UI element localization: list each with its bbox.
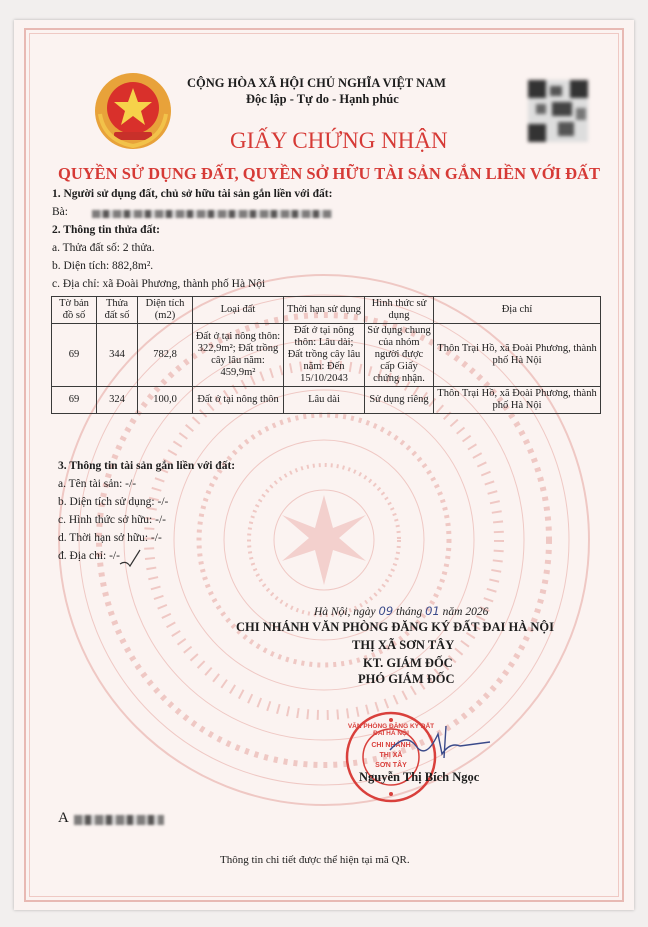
col-header: Thời hạn sử dụng: [284, 297, 365, 324]
table-cell: Lâu dài: [284, 387, 365, 414]
document-subtitle: QUYỀN SỬ DỤNG ĐẤT, QUYỀN SỞ HỮU TÀI SẢN GẮN LIỀN VỚI ĐẤT: [58, 164, 600, 183]
col-header: Diện tích (m2): [138, 297, 193, 324]
stamp-center-2: THỊ XÃ: [379, 752, 403, 759]
table-cell: Thôn Trại Hồ, xã Đoài Phương, thành phố Hà Nội: [434, 324, 601, 387]
col-header: Loại đất: [193, 297, 284, 324]
stamp-center-3: SƠN TÂY: [375, 762, 407, 769]
table-cell: Đất ở tại nông thôn: 322,9m²; Đất trồng cây lâu năm: 459,9m²: [193, 324, 284, 387]
issuing-office: CHI NHÁNH VĂN PHÒNG ĐĂNG KÝ ĐẤT ĐAI HÀ NỘI: [236, 620, 554, 634]
col-header: Tờ bản đồ số: [52, 297, 97, 324]
owner-label: Bà:: [52, 206, 68, 218]
country-name: CỘNG HÒA XÃ HỘI CHỦ NGHĨA VIỆT NAM: [187, 76, 446, 90]
national-emblem-icon: [92, 70, 174, 152]
parcel-table: [51, 296, 601, 414]
col-header: Thửa đất số: [97, 297, 138, 324]
asset-area: b. Diện tích sử dụng: -/-: [58, 496, 169, 508]
month-label: tháng: [396, 606, 423, 618]
section3-heading: 3. Thông tin tài sản gắn liền với đất:: [58, 460, 236, 472]
certificate-paper: [14, 20, 634, 910]
table-cell: 69: [52, 387, 97, 414]
parcel-address: c. Địa chỉ: xã Đoài Phương, thành phố Hà Nội: [52, 278, 266, 290]
handwritten-slash-mark: [118, 548, 144, 570]
asset-address: đ. Địa chỉ: -/-: [58, 550, 120, 562]
table-cell: Đất ở tại nông thôn: Lâu dài; Đất trồng cây lâu năm: Đến 15/10/2043: [284, 324, 365, 387]
serial-number-redacted: [74, 815, 164, 825]
table-cell: Sử dụng chung của nhóm người được cấp Giấy chứng nhận.: [365, 324, 434, 387]
serial-prefix: A: [58, 810, 69, 826]
date-prefix: Hà Nội, ngày: [314, 606, 376, 618]
qr-code-icon: [528, 80, 588, 142]
footer-note: Thông tin chi tiết được thể hiện tại mã QR.: [220, 854, 410, 866]
signer-role: PHÓ GIÁM ĐỐC: [358, 672, 455, 686]
year-label: năm 2026: [442, 606, 489, 618]
asset-ownership-term: d. Thời hạn sở hữu: -/-: [58, 532, 162, 544]
table-header-row: [52, 297, 601, 324]
parcel-area: b. Diện tích: 882,8m².: [52, 260, 154, 272]
issuing-branch: THỊ XÃ SƠN TÂY: [352, 638, 455, 652]
stamp-center-1: CHI NHÁNH: [371, 742, 411, 749]
asset-name: a. Tên tài sản: -/-: [58, 478, 137, 490]
sign-date: [314, 604, 488, 618]
table-row: [52, 387, 601, 414]
table-cell: 782,8: [138, 324, 193, 387]
date-month: 01: [425, 604, 440, 618]
motto: Độc lập - Tự do - Hạnh phúc: [246, 92, 399, 106]
table-cell: 324: [97, 387, 138, 414]
section1-heading: 1. Người sử dụng đất, chủ sở hữu tài sản gắn liền với đất:: [52, 188, 333, 200]
table-cell: Thôn Trại Hồ, xã Đoài Phương, thành phố Hà Nội: [434, 387, 601, 414]
stamp-ring-text: VĂN PHÒNG ĐĂNG KÝ ĐẤT ĐAI HÀ NỘI: [347, 723, 435, 737]
signer-name: Nguyễn Thị Bích Ngọc: [359, 770, 480, 784]
owner-name-redacted: [92, 210, 332, 218]
section2-heading: 2. Thông tin thửa đất:: [52, 224, 160, 236]
col-header: Hình thức sử dụng: [365, 297, 434, 324]
table-cell: 100,0: [138, 387, 193, 414]
table-cell: 69: [52, 324, 97, 387]
table-cell: 344: [97, 324, 138, 387]
signer-kt: KT. GIÁM ĐỐC: [363, 656, 453, 670]
handwritten-signature: [386, 720, 496, 770]
asset-ownership-form: c. Hình thức sở hữu: -/-: [58, 514, 166, 526]
document-title: GIẤY CHỨNG NHẬN: [230, 128, 448, 153]
table-cell: Đất ở tại nông thôn: [193, 387, 284, 414]
col-header: Địa chỉ: [434, 297, 601, 324]
parcel-count: a. Thửa đất số: 2 thửa.: [52, 242, 155, 254]
date-day: 09: [378, 604, 394, 618]
table-cell: Sử dụng riêng: [365, 387, 434, 414]
table-row: [52, 324, 601, 387]
